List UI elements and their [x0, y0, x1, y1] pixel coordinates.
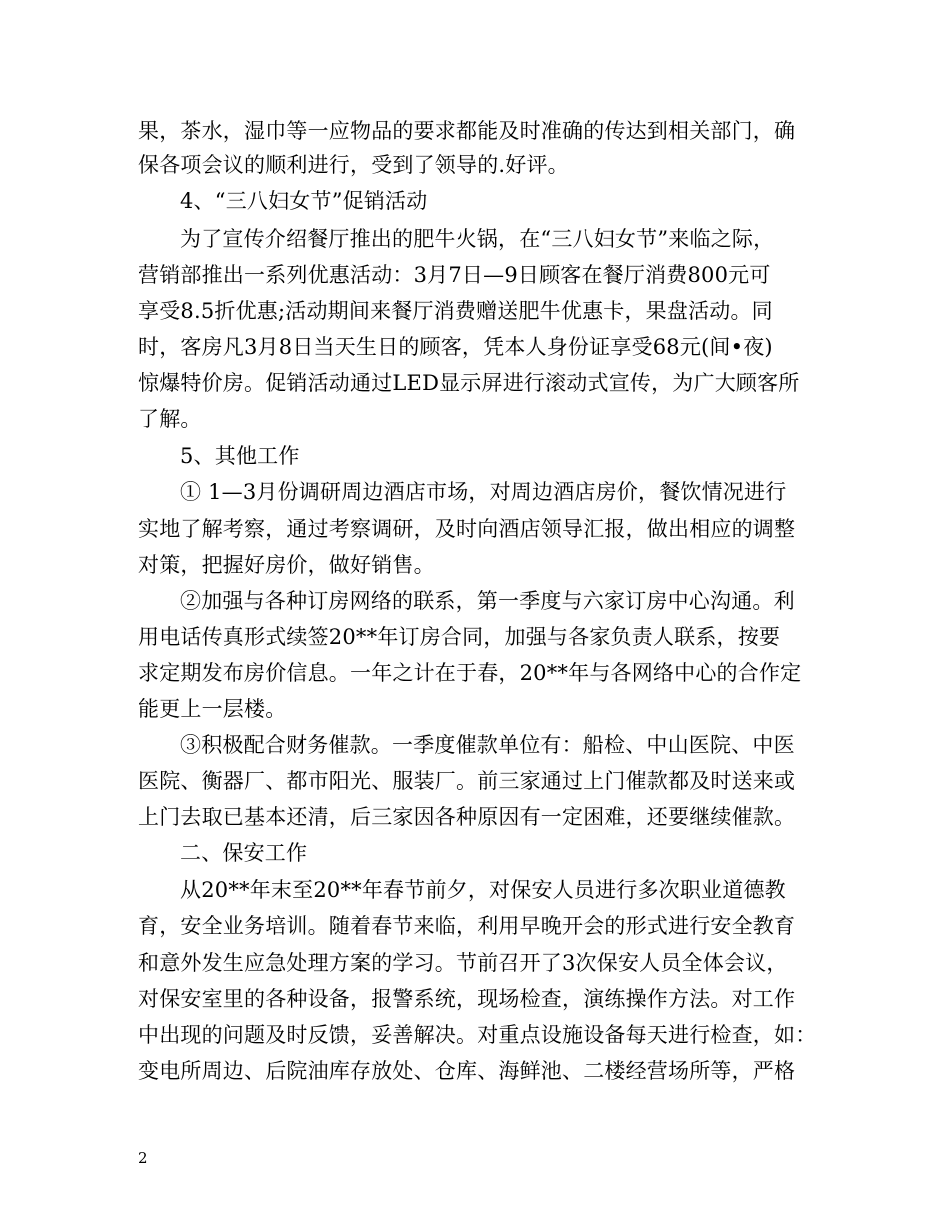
section-heading: 4、“三八妇女节”促销活动	[180, 189, 428, 213]
text-line: 营销部推出一系列优惠活动：3月7日—9日顾客在餐厅消费800元可	[138, 263, 771, 287]
text-line: 保各项会议的顺利进行，受到了领导的.好评。	[138, 153, 569, 177]
text-line: ②加强与各种订房网络的联系，第一季度与六家订房中心沟通。利	[180, 589, 795, 613]
text-line: 享受8.5折优惠;活动期间来餐厅消费赠送肥牛优惠卡，果盘活动。同	[138, 299, 773, 323]
page-number: 2	[138, 1149, 148, 1167]
text-line: ① 1—3月份调研周边酒店市场，对周边酒店房价，餐饮情况进行	[180, 480, 787, 504]
text-line: 和意外发生应急处理方案的学习。节前召开了3次保安人员全体会议，	[138, 951, 788, 975]
text-line: 医院、衡器厂、都市阳光、服装厂。前三家通过上门催款都及时送来或	[138, 769, 796, 793]
text-line: 对策，把握好房价，做好销售。	[138, 553, 435, 577]
section-heading: 二、保安工作	[180, 841, 308, 865]
text-line: ③积极配合财务催款。一季度催款单位有：船检、中山医院、中医	[180, 733, 795, 757]
section-heading: 5、其他工作	[180, 444, 300, 468]
text-line: 变电所周边、后院油库存放处、仓库、海鲜池、二楼经营场所等，严格	[138, 1059, 796, 1083]
text-line: 实地了解考察，通过考察调研，及时向酒店领导汇报，做出相应的调整	[138, 517, 796, 541]
text-line: 从20**年末至20**年春节前夕，对保安人员进行多次职业道德教	[180, 878, 786, 902]
text-line: 上门去取已基本还清，后三家因各种原因有一定困难，还要继续催款。	[138, 805, 796, 829]
text-line: 求定期发布房价信息。一年之计在于春，20**年与各网络中心的合作定	[138, 661, 802, 685]
text-line: 能更上一层楼。	[138, 697, 287, 721]
text-line: 中出现的问题及时反馈，妥善解决。对重点设施设备每天进行检查，如：	[138, 1023, 817, 1047]
text-line: 惊爆特价房。促销活动通过LED显示屏进行滚动式宣传，为广大顾客所	[138, 371, 800, 395]
text-line: 了解。	[138, 407, 202, 431]
text-line: 育，安全业务培训。随着春节来临，利用早晚开会的形式进行安全教育	[138, 914, 796, 938]
text-line: 时，客房凡3月8日当天生日的顾客，凭本人身份证享受68元(间•夜)	[138, 335, 773, 359]
text-line: 用电话传真形式续签20**年订房合同，加强与各家负责人联系，按要	[138, 625, 781, 649]
text-line: 果，茶水，湿巾等一应物品的要求都能及时准确的传达到相关部门，确	[138, 119, 796, 143]
text-line: 对保安室里的各种设备，报警系统，现场检查，演练操作方法。对工作	[138, 987, 796, 1011]
text-line: 为了宣传介绍餐厅推出的肥牛火锅，在“三八妇女节”来临之际，	[180, 227, 775, 251]
